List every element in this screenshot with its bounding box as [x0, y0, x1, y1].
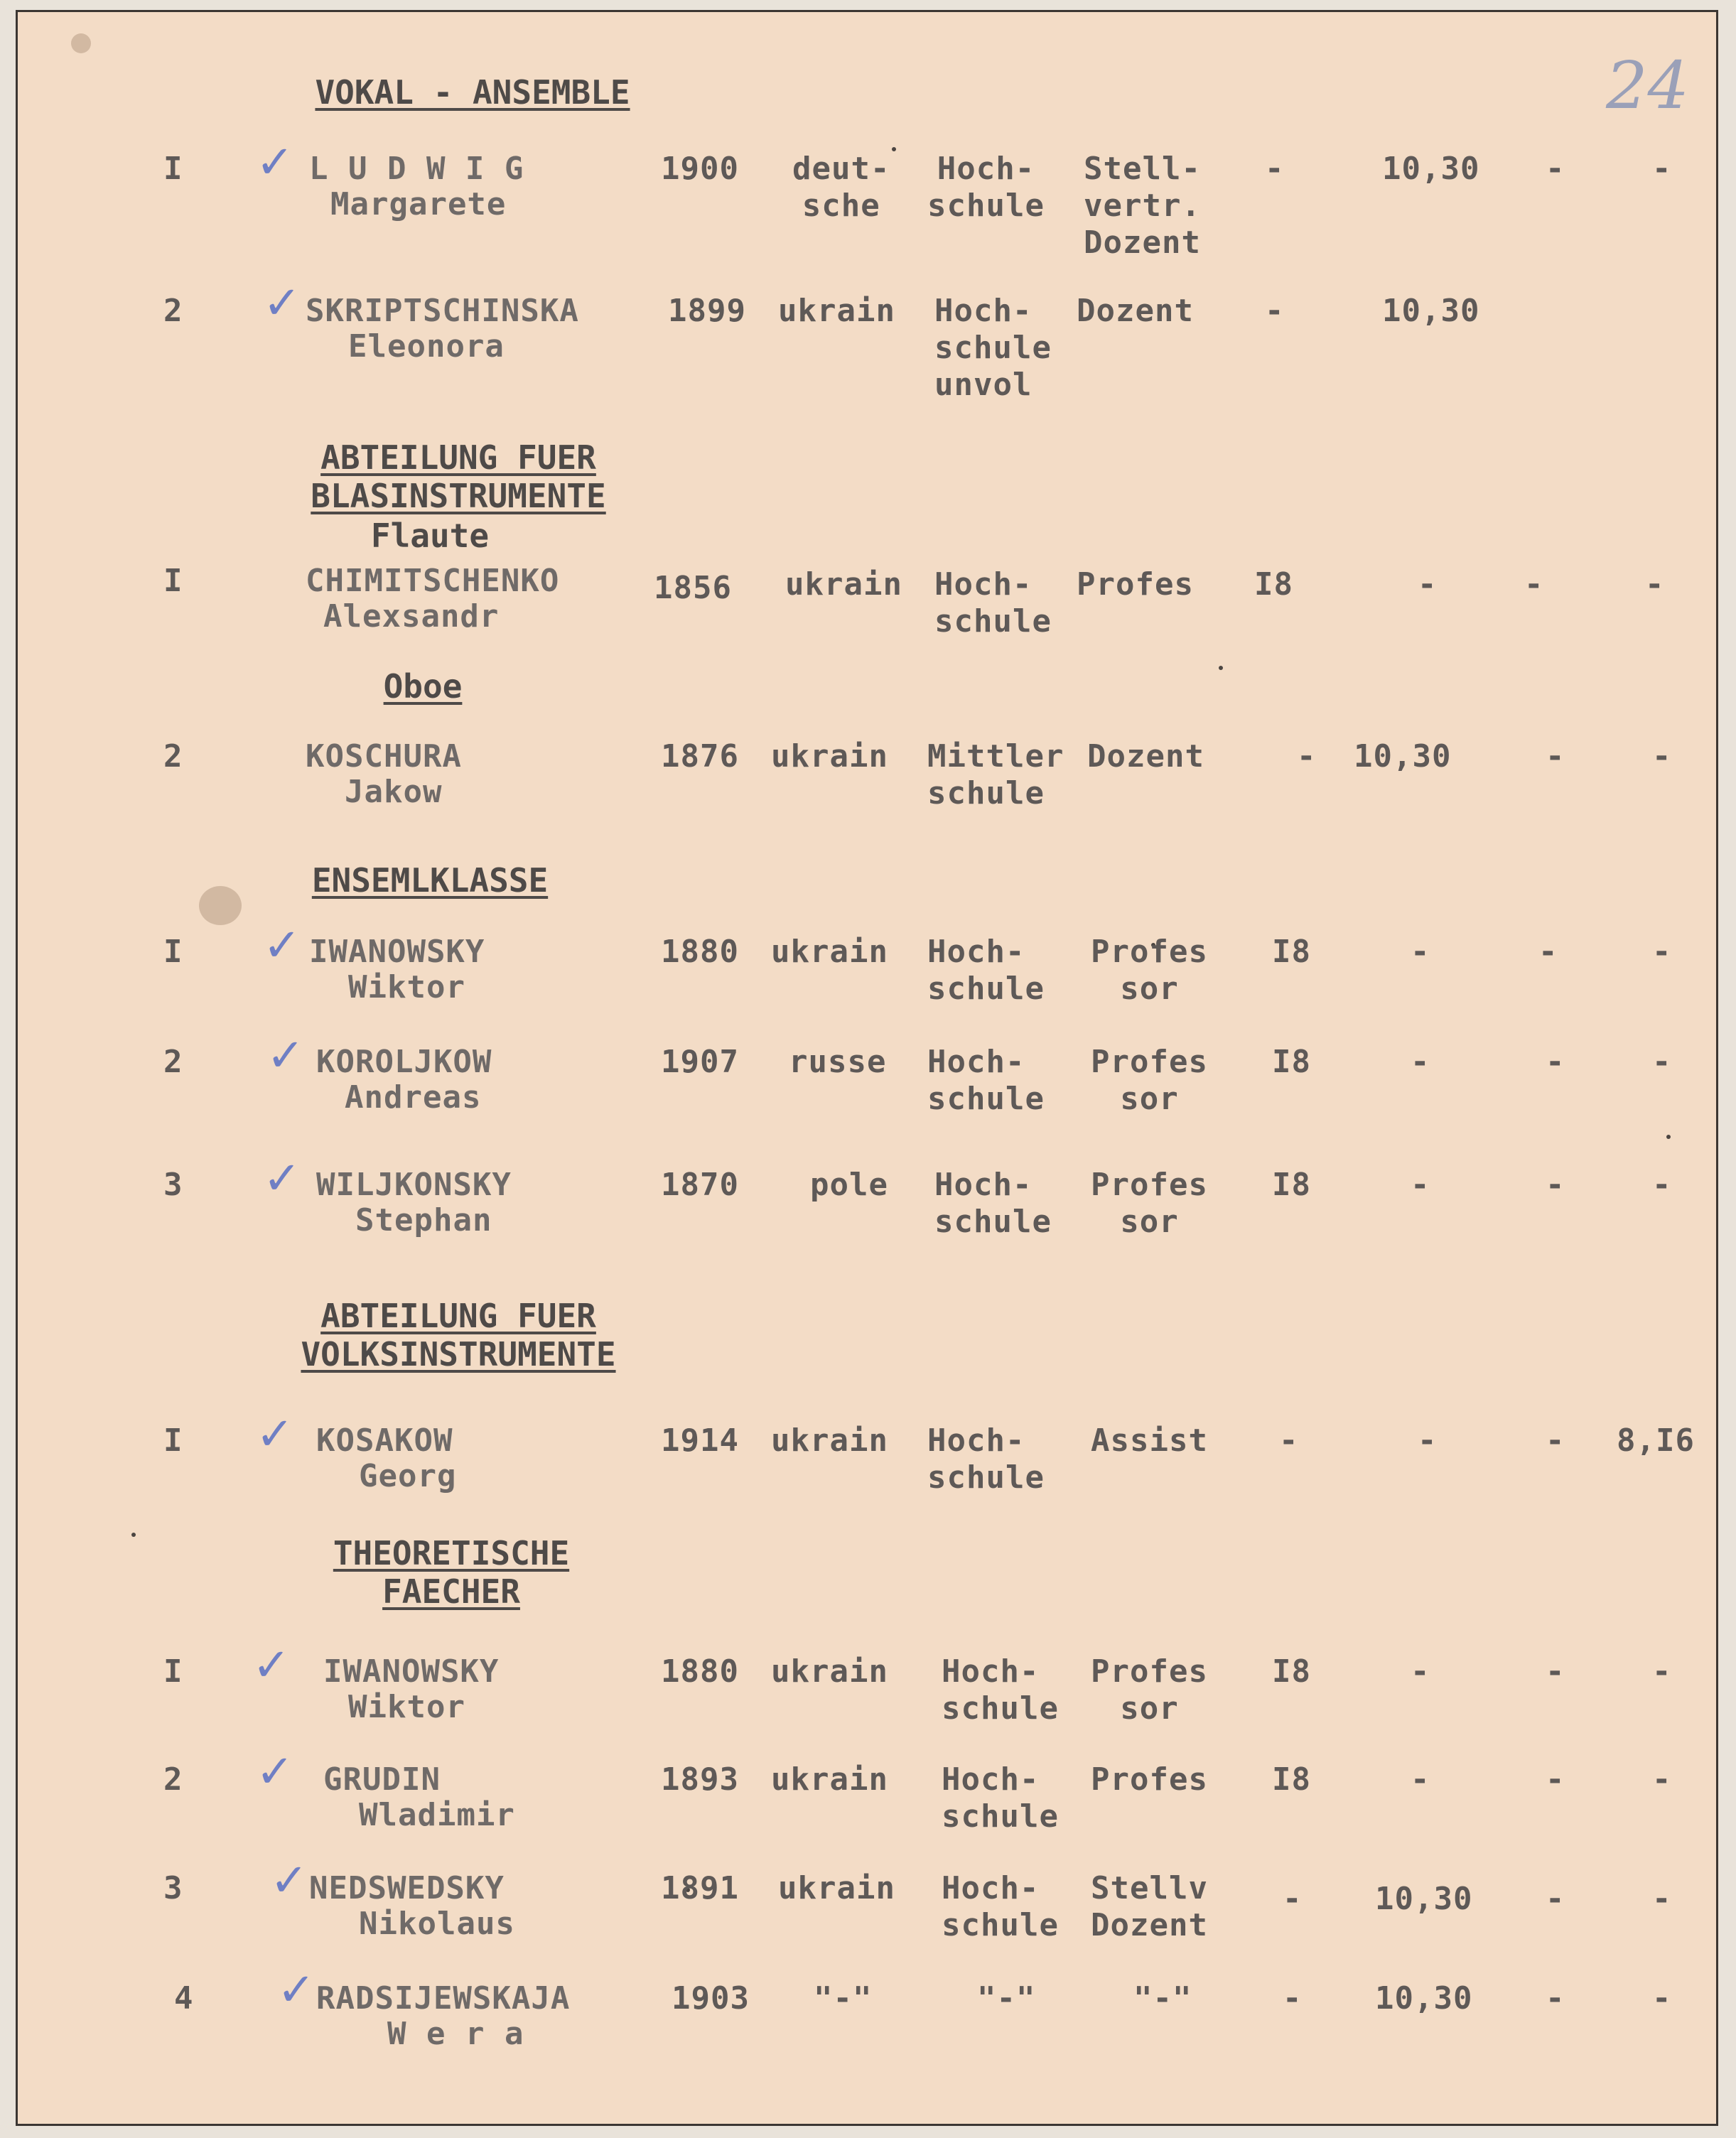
surname: CHIMITSCHENKO — [306, 563, 560, 599]
col-3: - — [1546, 1881, 1565, 1917]
row-number: 3 — [163, 1870, 183, 1906]
col-4: - — [1645, 566, 1665, 603]
position: Profes sor — [1091, 934, 1208, 1007]
given-name: Jakow — [345, 774, 443, 810]
education: Hoch- schule — [934, 1167, 1052, 1240]
col-2: 10,30 — [1382, 293, 1480, 329]
row-number: I — [163, 1653, 183, 1690]
position: Assist — [1091, 1422, 1208, 1459]
given-name: Margarete — [330, 186, 507, 222]
nationality: ukrain — [771, 934, 888, 970]
col-2: 10,30 — [1382, 151, 1480, 187]
education: Hoch- schule unvol — [934, 293, 1052, 403]
section-heading-vokal: VOKAL - ANSEMBLE — [315, 73, 630, 112]
given-name: Eleonora — [348, 328, 505, 365]
position: Dozent — [1087, 738, 1204, 774]
education: Mittler schule — [927, 738, 1064, 811]
col-1: I8 — [1254, 566, 1293, 603]
checkmark-icon: ✓ — [263, 1152, 301, 1205]
education: Hoch- schule — [942, 1653, 1059, 1727]
birth-year: 1870 — [661, 1167, 739, 1203]
checkmark-icon: ✓ — [256, 1746, 294, 1798]
education: Hoch- schule — [927, 1422, 1045, 1496]
given-name: Wladimir — [359, 1797, 515, 1833]
given-name: Alexsandr — [323, 598, 500, 635]
col-1: I8 — [1272, 1044, 1311, 1080]
col-4: - — [1652, 1980, 1672, 2016]
col-2: - — [1411, 1167, 1430, 1203]
col-2: - — [1418, 566, 1438, 603]
col-3: - — [1538, 934, 1558, 970]
row-number: 4 — [174, 1980, 194, 2016]
ink-speck — [1219, 666, 1223, 670]
col-1: I8 — [1272, 1653, 1311, 1690]
col-4: - — [1652, 1167, 1672, 1203]
subheading-flaute: Flaute — [370, 517, 490, 555]
position: Stell- vertr. Dozent — [1084, 151, 1201, 261]
surname: KOSAKOW — [316, 1422, 453, 1459]
row-number: 2 — [163, 293, 183, 329]
col-1: - — [1265, 151, 1285, 187]
checkmark-icon: ✓ — [252, 1639, 291, 1692]
surname: KOROLJKOW — [316, 1044, 492, 1080]
education: Hoch- schule — [942, 1761, 1059, 1835]
document-sheet — [16, 10, 1718, 2126]
given-name: Stephan — [355, 1202, 492, 1238]
checkmark-icon: ✓ — [256, 1408, 294, 1461]
col-4: - — [1652, 1044, 1672, 1080]
surname: KOSCHURA — [306, 738, 462, 774]
col-3: - — [1546, 1044, 1565, 1080]
col-3: - — [1546, 1653, 1565, 1690]
row-number: I — [163, 151, 183, 187]
ink-speck — [892, 147, 896, 151]
nationality: ukrain — [771, 738, 888, 774]
surname: WILJKONSKY — [316, 1167, 512, 1203]
section-heading-blasinstrumente: ABTEILUNG FUER BLASINSTRUMENTE — [311, 438, 606, 515]
checkmark-icon: ✓ — [263, 919, 301, 972]
birth-year: 1856 — [654, 570, 732, 606]
col-4: 8,I6 — [1617, 1422, 1695, 1459]
birth-year: 1914 — [661, 1422, 739, 1459]
col-4: - — [1652, 1881, 1672, 1917]
col-2: - — [1411, 1653, 1430, 1690]
nationality: russe — [789, 1044, 887, 1080]
col-1: - — [1283, 1980, 1303, 2016]
given-name: Georg — [359, 1458, 457, 1494]
birth-year: 1880 — [661, 934, 739, 970]
col-1: I8 — [1272, 934, 1311, 970]
stain — [199, 886, 242, 925]
row-number: 2 — [163, 1044, 183, 1080]
position: Stellv Dozent — [1091, 1870, 1208, 1943]
birth-year: 1899 — [668, 293, 746, 329]
education: Hoch- schule — [934, 566, 1052, 639]
row-number: I — [163, 934, 183, 970]
col-3: - — [1546, 1167, 1565, 1203]
given-name: Nikolaus — [359, 1906, 515, 1942]
checkmark-icon: ✓ — [266, 1030, 305, 1082]
birth-year: 1876 — [661, 738, 739, 774]
birth-year: 1900 — [661, 151, 739, 187]
row-number: I — [163, 563, 183, 599]
nationality: ukrain — [771, 1761, 888, 1798]
col-1: - — [1265, 293, 1285, 329]
given-name: W e r a — [387, 2016, 524, 2052]
col-3: - — [1546, 1422, 1565, 1459]
col-3: - — [1524, 566, 1544, 603]
surname: L U D W I G — [309, 151, 524, 187]
col-2: - — [1411, 1044, 1430, 1080]
nationality: ukrain — [778, 1870, 895, 1906]
col-4: - — [1652, 738, 1672, 774]
birth-year: 1880 — [661, 1653, 739, 1690]
checkmark-icon: ✓ — [270, 1854, 308, 1907]
birth-year: 1903 — [672, 1980, 750, 2016]
surname: SKRIPTSCHINSKA — [306, 293, 579, 329]
col-1: I8 — [1272, 1167, 1311, 1203]
col-4: - — [1652, 1653, 1672, 1690]
nationality: ukrain — [778, 293, 895, 329]
col-2: 10,30 — [1354, 738, 1452, 774]
surname: RADSIJEWSKAJA — [316, 1980, 571, 2016]
stain — [71, 33, 91, 53]
section-heading-volksinstrumente: ABTEILUNG FUER VOLKSINSTRUMENTE — [301, 1297, 616, 1373]
surname: NEDSWEDSKY — [309, 1870, 505, 1906]
col-2: - — [1418, 1422, 1438, 1459]
section-heading-ensemble: ENSEMLKLASSE — [311, 861, 549, 900]
position: Profes sor — [1091, 1044, 1208, 1117]
checkmark-icon: ✓ — [256, 136, 294, 189]
row-number: 2 — [163, 1761, 183, 1798]
position: Profes sor — [1091, 1167, 1208, 1240]
position: Profes — [1077, 566, 1194, 603]
col-1: - — [1297, 738, 1317, 774]
nationality: "-" — [814, 1980, 873, 2016]
birth-year: 1893 — [661, 1761, 739, 1798]
nationality: deut- sche — [792, 151, 890, 224]
education: Hoch- schule — [927, 151, 1045, 224]
col-2: 10,30 — [1375, 1881, 1473, 1917]
col-2: - — [1411, 934, 1430, 970]
education: Hoch- schule — [927, 1044, 1045, 1117]
col-3: - — [1546, 1761, 1565, 1798]
page-number: 24 — [1606, 48, 1690, 124]
row-number: I — [163, 1422, 183, 1459]
given-name: Wiktor — [348, 969, 465, 1005]
checkmark-icon: ✓ — [263, 277, 301, 330]
col-3: - — [1546, 151, 1565, 187]
col-2: - — [1411, 1761, 1430, 1798]
col-4: - — [1652, 934, 1672, 970]
ink-speck — [131, 1533, 136, 1537]
col-1: I8 — [1272, 1761, 1311, 1798]
education: Hoch- schule — [927, 934, 1045, 1007]
position: Dozent — [1077, 293, 1194, 329]
surname: IWANOWSKY — [323, 1653, 500, 1690]
birth-year: 1891 — [661, 1870, 739, 1906]
position: Profes — [1091, 1761, 1208, 1798]
surname: IWANOWSKY — [309, 934, 485, 970]
ink-speck — [1666, 1135, 1671, 1139]
col-3: - — [1546, 1980, 1565, 2016]
col-2: 10,30 — [1375, 1980, 1473, 2016]
section-heading-theoretische-faecher: THEORETISCHE FAECHER — [333, 1534, 570, 1611]
nationality: ukrain — [771, 1653, 888, 1690]
nationality: ukrain — [785, 566, 902, 603]
nationality: ukrain — [771, 1422, 888, 1459]
col-1: - — [1283, 1881, 1303, 1917]
birth-year: 1907 — [661, 1044, 739, 1080]
col-1: - — [1279, 1422, 1299, 1459]
checkmark-icon: ✓ — [277, 1964, 316, 2016]
col-3: - — [1546, 738, 1565, 774]
position: Profes sor — [1091, 1653, 1208, 1727]
row-number: 3 — [163, 1167, 183, 1203]
given-name: Wiktor — [348, 1689, 465, 1725]
education: "-" — [977, 1980, 1036, 2016]
position: "-" — [1133, 1980, 1192, 2016]
col-4: - — [1652, 1761, 1672, 1798]
education: Hoch- schule — [942, 1870, 1059, 1943]
nationality: pole — [810, 1167, 888, 1203]
row-number: 2 — [163, 738, 183, 774]
given-name: Andreas — [345, 1079, 482, 1116]
surname: GRUDIN — [323, 1761, 441, 1798]
subheading-oboe: Oboe — [383, 667, 463, 706]
col-4: - — [1652, 151, 1672, 187]
